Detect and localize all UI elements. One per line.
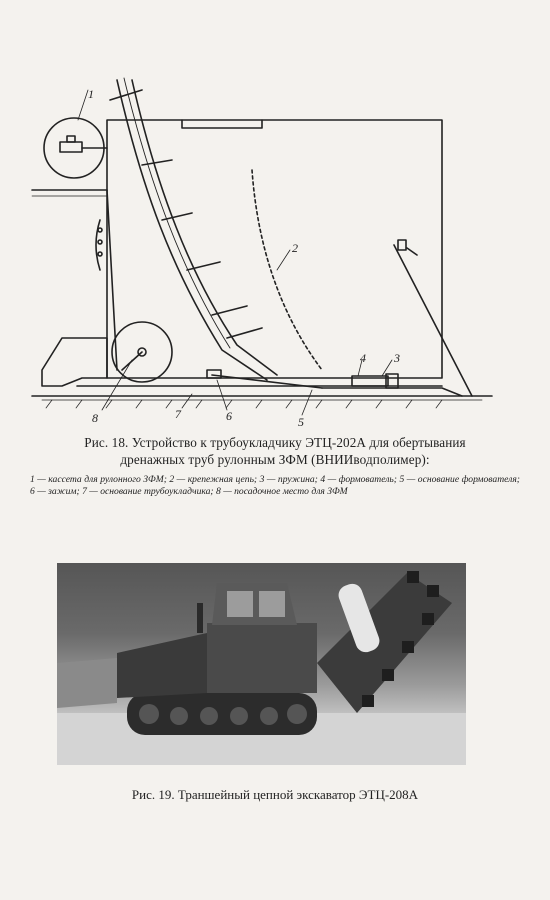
label-3: 3 (394, 351, 400, 365)
figure-18-drawing (22, 70, 522, 430)
label-6: 6 (226, 409, 232, 423)
figure-18-legend: 1 — кассета для рулонного ЗФМ; 2 — крепежная цепь; 3 — пружина; 4 — формователь; 5 — основание формователя; 6 — зажим; 7 — основание трубоукладчика; 8 — посадочное место для ЗФМ (30, 474, 520, 497)
label-5: 5 (298, 415, 304, 429)
caption-line-1: Рис. 18. Устройство к трубоукладчику ЭТЦ-202А для обертывания (84, 435, 466, 450)
label-8: 8 (92, 411, 98, 425)
label-4: 4 (360, 351, 366, 365)
label-2: 2 (292, 241, 298, 255)
label-7: 7 (175, 407, 181, 421)
excavator-illustration (57, 563, 466, 765)
figure-19-caption: Рис. 19. Траншейный цепной экскаватор ЭТЦ-208А (131, 787, 419, 802)
figure-18-caption (30, 434, 520, 468)
label-1: 1 (88, 87, 94, 101)
figure-19-photo (57, 563, 466, 765)
caption-line-2: дренажных труб рулонным ЗФМ (ВНИИводполимер): (120, 452, 430, 467)
